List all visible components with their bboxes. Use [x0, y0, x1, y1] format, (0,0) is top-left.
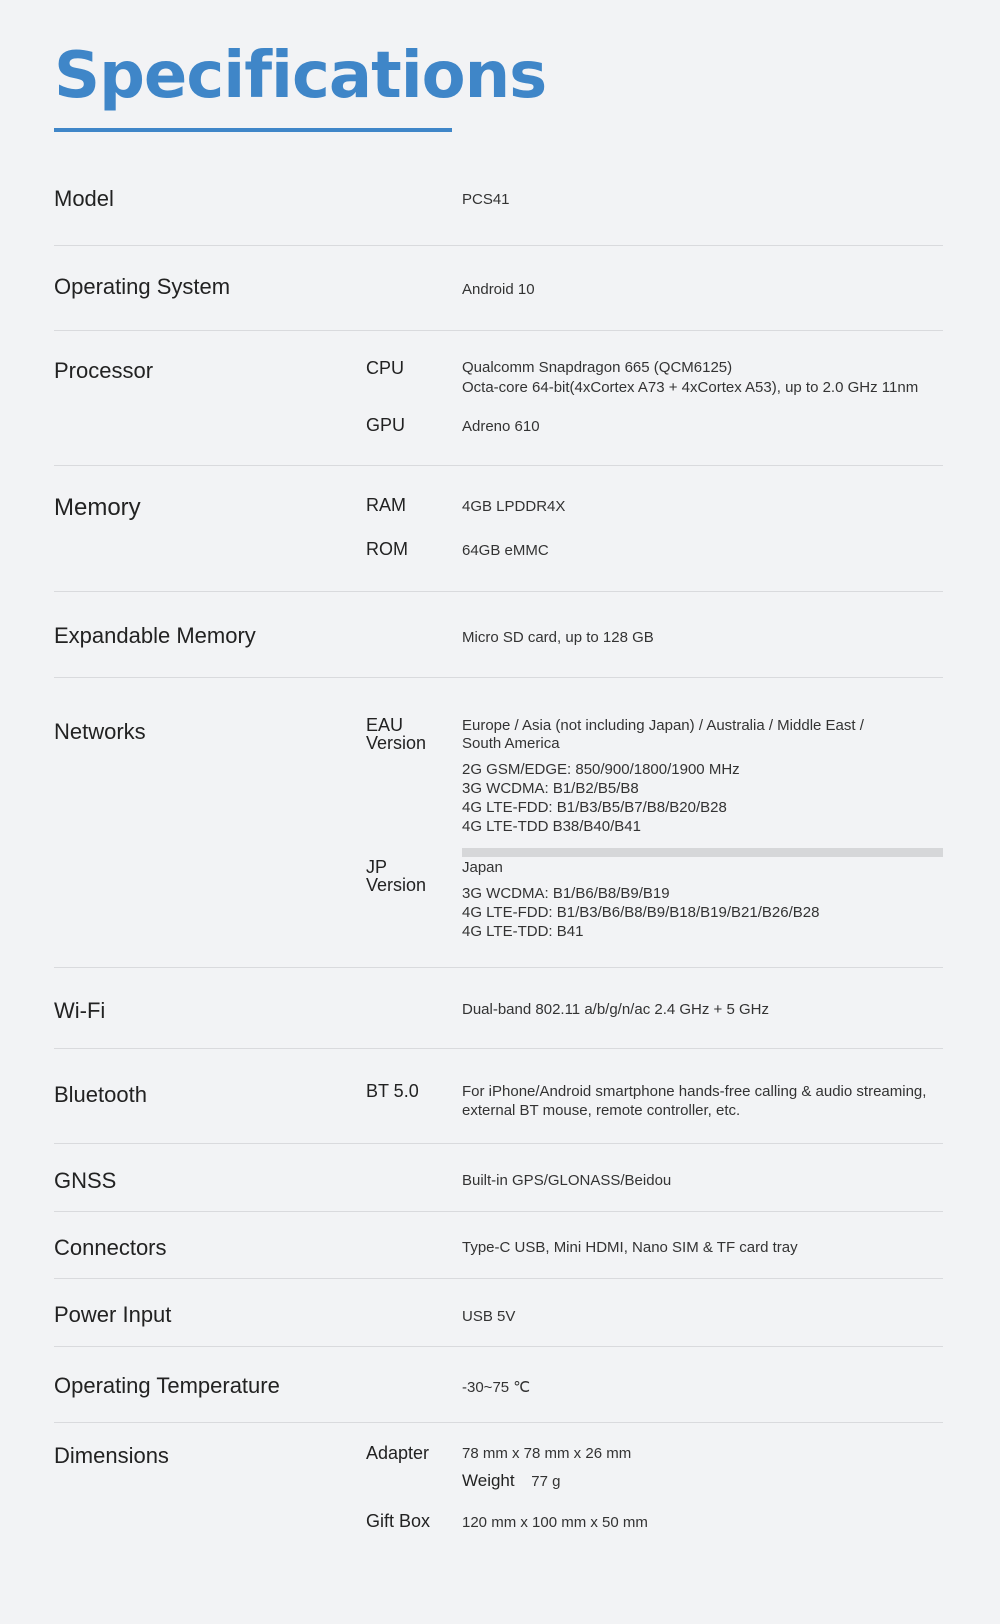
- band-item: 4G LTE-FDD: B1/B3/B6/B8/B9/B18/B19/B21/B26/B28: [462, 904, 820, 921]
- spec-value: 64GB eMMC: [462, 542, 549, 559]
- weight-value: 77 g: [531, 1473, 561, 1490]
- band-item: 3G WCDMA: B1/B6/B8/B9/B19: [462, 885, 670, 902]
- spec-value: Micro SD card, up to 128 GB: [462, 629, 654, 646]
- spec-value: Android 10: [462, 281, 535, 298]
- spec-sub-label: ROM: [366, 539, 408, 559]
- spec-value: 4GB LPDDR4X: [462, 498, 566, 515]
- spec-label: Model: [54, 186, 114, 211]
- spec-value: Built-in GPS/GLONASS/Beidou: [462, 1172, 672, 1189]
- divider: [54, 465, 943, 466]
- weight-line: [462, 1471, 560, 1491]
- spec-value: Europe / Asia (not including Japan) / Australia / Middle East /: [462, 717, 864, 734]
- divider: [54, 1211, 943, 1212]
- spec-value: Japan: [462, 859, 503, 876]
- spec-sub-label: EAU: [366, 715, 404, 735]
- divider: [54, 591, 943, 592]
- band-item: 2G GSM/EDGE: 850/900/1800/1900 MHz: [462, 761, 740, 778]
- spec-value: 78 mm x 78 mm x 26 mm: [462, 1445, 632, 1462]
- version-divider-bar: [462, 848, 943, 857]
- spec-label: Processor: [54, 358, 154, 383]
- spec-value: -30~75 ℃: [462, 1379, 531, 1396]
- spec-label: Wi-Fi: [54, 998, 106, 1023]
- band-item: 4G LTE-FDD: B1/B3/B5/B7/B8/B20/B28: [462, 799, 727, 816]
- spec-sub-label: Version: [366, 875, 427, 895]
- divider: [54, 1048, 943, 1049]
- spec-sub-label: GPU: [366, 415, 406, 435]
- spec-sub-label: CPU: [366, 358, 405, 378]
- spec-value: Type-C USB, Mini HDMI, Nano SIM & TF card tray: [462, 1239, 798, 1256]
- spec-value: South America: [462, 735, 560, 752]
- spec-sub-label: Version: [366, 733, 427, 753]
- spec-value: USB 5V: [462, 1308, 516, 1325]
- band-item: 4G LTE-TDD: B41: [462, 923, 584, 940]
- spec-label: Operating System: [54, 274, 231, 299]
- divider: [54, 1346, 943, 1347]
- spec-label: Dimensions: [54, 1443, 169, 1468]
- spec-value: PCS41: [462, 191, 510, 208]
- spec-sub-label: RAM: [366, 495, 406, 515]
- divider: [54, 1422, 943, 1423]
- page-title: Specifications: [54, 39, 547, 113]
- spec-sub-label: Gift Box: [366, 1511, 431, 1531]
- spec-value: For iPhone/Android smartphone hands-free calling & audio streaming,: [462, 1083, 927, 1100]
- title-underline: [54, 128, 452, 132]
- spec-value: Adreno 610: [462, 418, 540, 435]
- band-item: 4G LTE-TDD B38/B40/B41: [462, 818, 641, 835]
- spec-value: Qualcomm Snapdragon 665 (QCM6125): [462, 359, 733, 376]
- spec-value: 120 mm x 100 mm x 50 mm: [462, 1514, 648, 1531]
- weight-label: Weight: [462, 1471, 515, 1490]
- spec-sub-label: Adapter: [366, 1443, 430, 1463]
- spec-label: Memory: [54, 494, 141, 521]
- spec-value: Dual-band 802.11 a/b/g/n/ac 2.4 GHz + 5 GHz: [462, 1001, 769, 1018]
- divider: [54, 245, 943, 246]
- divider: [54, 1278, 943, 1279]
- spec-label: Power Input: [54, 1302, 172, 1327]
- spec-label: GNSS: [54, 1168, 117, 1193]
- divider: [54, 677, 943, 678]
- spec-label: Networks: [54, 719, 146, 744]
- spec-value: external BT mouse, remote controller, etc.: [462, 1102, 741, 1119]
- spec-value: Octa-core 64-bit(4xCortex A73 + 4xCortex A53), up to 2.0 GHz 11nm: [462, 379, 919, 396]
- spec-label: Bluetooth: [54, 1082, 147, 1107]
- divider: [54, 967, 943, 968]
- spec-label: Operating Temperature: [54, 1373, 280, 1398]
- band-item: 3G WCDMA: B1/B2/B5/B8: [462, 780, 639, 797]
- spec-label: Expandable Memory: [54, 623, 256, 648]
- spec-sub-label: BT 5.0: [366, 1081, 419, 1101]
- spec-sub-label: JP: [366, 857, 388, 877]
- spec-label: Connectors: [54, 1235, 167, 1260]
- divider: [54, 1143, 943, 1144]
- divider: [54, 330, 943, 331]
